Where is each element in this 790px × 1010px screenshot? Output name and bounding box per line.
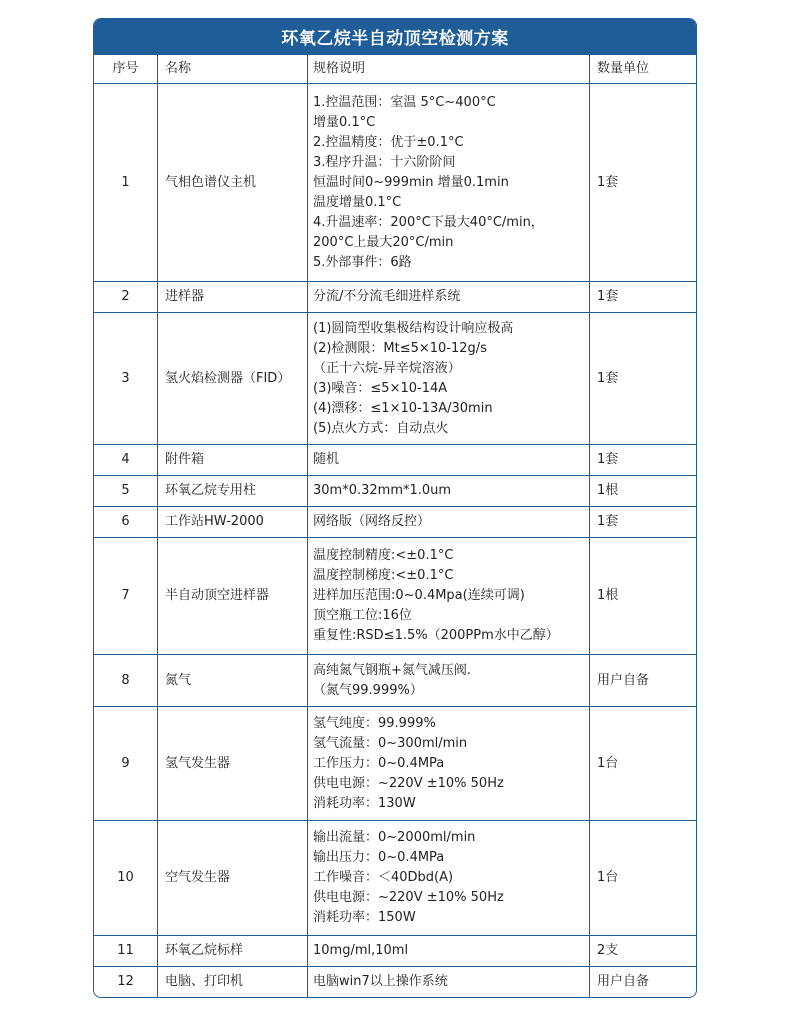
row-number: 1 xyxy=(94,84,158,282)
item-name: 气相色谱仪主机 xyxy=(158,84,308,282)
item-spec xyxy=(308,655,590,707)
spec-line: 分流/不分流毛细进样系统 xyxy=(313,289,461,304)
item-spec xyxy=(308,313,590,445)
row-number: 11 xyxy=(94,936,158,967)
spec-line: 输出压力：0~0.4MPa xyxy=(313,850,445,865)
table-row xyxy=(94,282,698,313)
row-number: 3 xyxy=(94,313,158,445)
table-row xyxy=(94,445,698,476)
item-spec xyxy=(308,936,590,967)
spec-line: 200°C上最大20°C/min xyxy=(313,234,454,250)
spec-line: 高纯氮气钢瓶+氮气减压阀. xyxy=(313,662,472,678)
item-name: 氢气发生器 xyxy=(158,707,308,821)
item-name: 氢火焰检测器（FID） xyxy=(158,313,308,445)
equipment-table xyxy=(93,54,697,998)
table-row xyxy=(94,821,698,936)
spec-line: 3.程序升温：十六阶阶间 xyxy=(313,154,456,170)
table-row xyxy=(94,967,698,998)
spec-line: (1)圆筒型收集极结构设计响应极高 xyxy=(313,320,514,336)
header-spec: 规格说明 xyxy=(308,55,590,84)
item-spec xyxy=(308,707,590,821)
header-row xyxy=(94,55,698,84)
spec-line: 增量0.1°C xyxy=(313,114,376,130)
spec-line: 供电电源：~220V ±10% 50Hz xyxy=(313,775,504,791)
spec-line: （正十六烷-异辛烷溶液） xyxy=(313,360,461,376)
item-quantity: 1台 xyxy=(590,821,698,936)
row-number: 6 xyxy=(94,507,158,538)
row-number: 10 xyxy=(94,821,158,936)
item-quantity: 1套 xyxy=(590,313,698,445)
item-spec xyxy=(308,538,590,655)
item-name: 附件箱 xyxy=(158,445,308,476)
spec-line: 电脑win7以上操作系统 xyxy=(313,974,448,989)
spec-line: 重复性:RSD≤1.5%（200PPm水中乙醇） xyxy=(313,628,559,643)
item-quantity: 1套 xyxy=(590,84,698,282)
item-spec xyxy=(308,84,590,282)
spec-line: 氢气纯度：99.999% xyxy=(313,715,436,731)
header-qty: 数量单位 xyxy=(590,55,698,84)
spec-line: 进样加压范围:0~0.4Mpa(连续可调) xyxy=(313,588,525,603)
spec-line: 顶空瓶工位:16位 xyxy=(313,608,412,623)
item-name: 工作站HW-2000 xyxy=(158,507,308,538)
spec-line: 消耗功率：150W xyxy=(313,910,416,925)
item-quantity: 1套 xyxy=(590,507,698,538)
item-name: 环氧乙烷标样 xyxy=(158,936,308,967)
item-quantity: 1根 xyxy=(590,538,698,655)
spec-line: 1.控温范围：室温 5°C~400°C xyxy=(313,94,496,110)
spec-line: 5.外部事件：6路 xyxy=(313,254,412,270)
spec-line: (5)点火方式：自动点火 xyxy=(313,420,449,436)
item-spec xyxy=(308,445,590,476)
spec-line: 消耗功率：130W xyxy=(313,795,416,811)
row-number: 8 xyxy=(94,655,158,707)
table-row xyxy=(94,655,698,707)
table-row xyxy=(94,507,698,538)
item-name: 环氧乙烷专用柱 xyxy=(158,476,308,507)
item-quantity: 用户自备 xyxy=(590,655,698,707)
header-name: 名称 xyxy=(158,55,308,84)
item-spec xyxy=(308,476,590,507)
spec-line: 温度增量0.1°C xyxy=(313,194,402,210)
item-spec xyxy=(308,967,590,998)
spec-line: 网络版（网络反控） xyxy=(313,514,431,529)
table-row xyxy=(94,936,698,967)
spec-line: 氢气流量：0~300ml/min xyxy=(313,735,468,751)
table-row xyxy=(94,313,698,445)
row-number: 2 xyxy=(94,282,158,313)
equipment-list-table xyxy=(93,18,697,998)
spec-line: (2)检测限：Mt≤5×10-12g/s xyxy=(313,340,487,356)
table-row xyxy=(94,84,698,282)
item-spec xyxy=(308,282,590,313)
item-quantity: 1根 xyxy=(590,476,698,507)
spec-line: 恒温时间0~999min 增量0.1min xyxy=(313,174,509,190)
item-spec xyxy=(308,507,590,538)
item-quantity: 用户自备 xyxy=(590,967,698,998)
spec-line: 随机 xyxy=(313,452,340,467)
item-name: 氮气 xyxy=(158,655,308,707)
spec-line: 温度控制精度:<±0.1°C xyxy=(313,548,454,563)
spec-line: (4)漂移：≤1×10-13A/30min xyxy=(313,400,493,416)
table-row xyxy=(94,707,698,821)
spec-line: (3)噪音：≤5×10-14A xyxy=(313,380,448,396)
item-spec xyxy=(308,821,590,936)
spec-line: 工作噪音：＜40Dbd(A) xyxy=(313,870,454,885)
item-quantity: 2支 xyxy=(590,936,698,967)
row-number: 5 xyxy=(94,476,158,507)
row-number: 12 xyxy=(94,967,158,998)
header-no: 序号 xyxy=(94,55,158,84)
item-quantity: 1套 xyxy=(590,445,698,476)
table-title: 环氧乙烷半自动顶空检测方案 xyxy=(94,19,696,54)
table-row xyxy=(94,476,698,507)
item-name: 空气发生器 xyxy=(158,821,308,936)
spec-line: 输出流量：0~2000ml/min xyxy=(313,830,476,845)
item-name: 进样器 xyxy=(158,282,308,313)
item-name: 半自动顶空进样器 xyxy=(158,538,308,655)
item-quantity: 1套 xyxy=(590,282,698,313)
item-quantity: 1台 xyxy=(590,707,698,821)
spec-line: 供电电源：~220V ±10% 50Hz xyxy=(313,890,504,905)
spec-line: 30m*0.32mm*1.0um xyxy=(313,483,452,498)
spec-line: 温度控制梯度:<±0.1°C xyxy=(313,568,454,583)
spec-line: 工作压力：0~0.4MPa xyxy=(313,755,445,771)
spec-line: 4.升温速率：200°C下最大40°C/min， xyxy=(313,214,544,230)
row-number: 7 xyxy=(94,538,158,655)
item-name: 电脑、打印机 xyxy=(158,967,308,998)
row-number: 4 xyxy=(94,445,158,476)
spec-line: （氮气99.999%） xyxy=(313,682,423,698)
row-number: 9 xyxy=(94,707,158,821)
spec-line: 2.控温精度：优于±0.1°C xyxy=(313,134,464,150)
spec-line: 10mg/ml,10ml xyxy=(313,943,409,958)
table-row xyxy=(94,538,698,655)
